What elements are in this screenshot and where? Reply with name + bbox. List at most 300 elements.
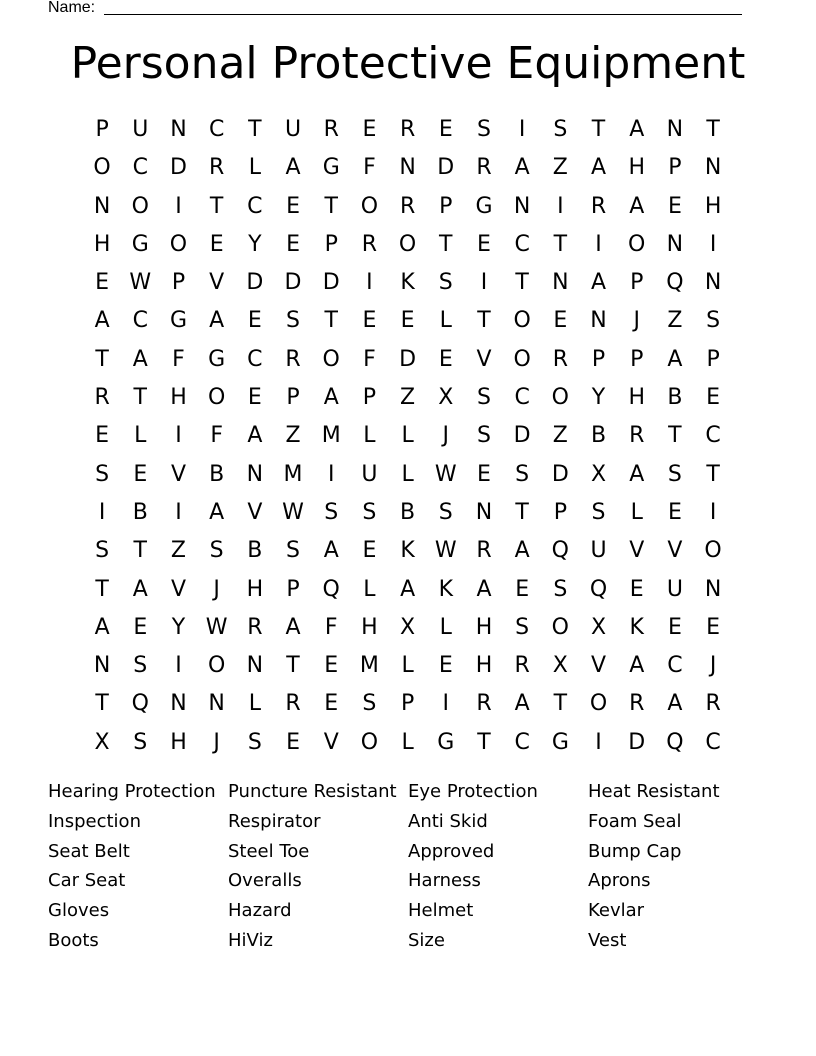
grid-letter[interactable]: E — [667, 614, 682, 640]
grid-letter[interactable]: T — [95, 691, 109, 717]
grid-letter[interactable]: T — [706, 117, 720, 142]
grid-letter[interactable]: U — [590, 538, 607, 564]
word-list-item: Gloves — [48, 900, 110, 922]
grid-letter[interactable]: S — [553, 576, 568, 602]
grid-letter[interactable]: R — [209, 155, 225, 181]
grid-letter[interactable]: E — [324, 691, 339, 717]
grid-letter[interactable]: J — [213, 576, 220, 602]
grid-letter[interactable]: D — [246, 270, 264, 296]
grid-letter[interactable]: O — [169, 231, 188, 257]
grid-letter[interactable]: K — [400, 270, 415, 296]
grid-letter[interactable]: J — [213, 729, 220, 755]
grid-letter[interactable]: O — [513, 346, 531, 372]
grid-letter[interactable]: T — [286, 653, 300, 679]
grid-letter[interactable]: Z — [285, 423, 301, 449]
grid-letter[interactable]: A — [247, 423, 263, 449]
grid-letter[interactable]: A — [514, 538, 530, 564]
grid-letter[interactable]: L — [134, 423, 147, 449]
grid-letter[interactable]: R — [399, 193, 416, 219]
grid-letter[interactable]: E — [477, 461, 491, 487]
grid-letter[interactable]: S — [133, 729, 148, 755]
grid-letter[interactable]: B — [590, 423, 607, 449]
grid-letter[interactable]: A — [400, 576, 416, 602]
grid-letter[interactable]: H — [704, 193, 722, 219]
grid-letter[interactable]: R — [476, 538, 492, 564]
grid-letter[interactable]: D — [628, 729, 646, 755]
grid-letter[interactable]: T — [133, 385, 147, 411]
grid-letter[interactable]: I — [595, 729, 602, 755]
grid-letter[interactable]: I — [327, 461, 335, 487]
grid-letter[interactable]: C — [132, 308, 148, 334]
grid-letter[interactable]: L — [363, 423, 376, 449]
name-blank-line[interactable] — [104, 14, 742, 15]
word-list-item: Hazard — [228, 900, 292, 922]
grid-letter[interactable]: N — [170, 691, 187, 717]
grid-letter[interactable]: R — [94, 385, 110, 411]
grid-letter[interactable]: E — [209, 231, 224, 257]
grid-letter[interactable]: S — [706, 308, 721, 334]
grid-letter[interactable]: G — [131, 231, 149, 257]
grid-letter[interactable]: D — [284, 270, 302, 296]
grid-letter[interactable]: P — [630, 346, 644, 372]
grid-letter[interactable]: L — [439, 614, 452, 640]
grid-letter[interactable]: S — [476, 117, 491, 142]
grid-letter[interactable]: A — [514, 691, 530, 717]
grid-letter[interactable]: T — [324, 193, 338, 219]
grid-letter[interactable]: D — [551, 461, 569, 487]
grid-letter[interactable]: A — [514, 155, 530, 181]
grid-letter[interactable]: V — [170, 461, 186, 487]
grid-letter[interactable]: I — [709, 499, 717, 525]
grid-letter[interactable]: I — [442, 691, 450, 717]
grid-letter[interactable]: C — [705, 423, 721, 449]
grid-letter[interactable]: I — [595, 231, 602, 257]
grid-letter[interactable]: T — [515, 499, 529, 525]
grid-letter[interactable]: U — [361, 461, 378, 487]
grid-letter[interactable]: P — [95, 117, 109, 142]
grid-letter[interactable]: Z — [400, 385, 416, 411]
grid-letter[interactable]: F — [172, 346, 185, 372]
grid-letter[interactable]: Z — [552, 423, 568, 449]
grid-letter[interactable]: P — [591, 346, 606, 372]
grid-letter[interactable]: F — [210, 423, 223, 449]
grid-letter[interactable]: L — [401, 729, 414, 755]
grid-letter[interactable]: S — [95, 461, 110, 487]
grid-letter[interactable]: T — [439, 231, 453, 257]
grid-letter[interactable]: O — [360, 193, 379, 219]
grid-letter[interactable]: S — [553, 117, 568, 142]
grid-letter[interactable]: C — [247, 346, 263, 372]
grid-letter[interactable]: V — [591, 653, 607, 679]
grid-letter[interactable]: A — [323, 538, 339, 564]
grid-letter[interactable]: O — [551, 385, 569, 411]
grid-letter[interactable]: G — [322, 155, 340, 181]
grid-letter[interactable]: M — [359, 653, 379, 679]
grid-letter[interactable]: X — [400, 614, 416, 640]
grid-letter[interactable]: C — [514, 231, 530, 257]
grid-letter[interactable]: V — [667, 538, 683, 564]
grid-letter[interactable]: S — [362, 499, 377, 525]
grid-letter[interactable]: N — [666, 117, 684, 142]
grid-letter[interactable]: V — [209, 270, 225, 296]
grid-letter[interactable]: N — [208, 691, 225, 717]
grid-row — [83, 647, 733, 685]
grid-letter[interactable]: V — [476, 346, 492, 372]
grid-letter[interactable]: J — [709, 653, 717, 679]
grid-letter[interactable]: H — [361, 614, 378, 640]
grid-letter[interactable]: X — [438, 385, 454, 411]
grid-letter[interactable]: Z — [170, 538, 186, 564]
grid-letter[interactable]: N — [170, 117, 187, 142]
grid-letter[interactable]: A — [285, 155, 301, 181]
grid-letter[interactable]: T — [591, 117, 606, 142]
grid-letter[interactable]: S — [209, 538, 224, 564]
grid-letter[interactable]: R — [629, 691, 645, 717]
grid-letter[interactable]: M — [321, 423, 341, 449]
grid-letter[interactable]: Y — [171, 614, 186, 640]
grid-letter[interactable]: K — [438, 576, 453, 602]
grid-letter[interactable]: N — [552, 270, 569, 296]
grid-letter[interactable]: E — [438, 346, 453, 372]
grid-letter[interactable]: H — [170, 385, 187, 411]
grid-letter[interactable]: G — [208, 346, 226, 372]
grid-letter[interactable]: P — [706, 346, 720, 372]
grid-letter[interactable]: H — [475, 653, 493, 679]
grid-letter[interactable]: R — [705, 691, 721, 717]
grid-letter[interactable]: C — [514, 385, 530, 411]
grid-letter[interactable]: E — [706, 614, 721, 640]
grid-letter[interactable]: I — [175, 193, 182, 219]
grid-row — [83, 417, 733, 455]
grid-letter[interactable]: G — [551, 729, 569, 755]
grid-letter[interactable]: W — [434, 461, 457, 487]
word-list-item: Vest — [588, 929, 627, 951]
grid-letter[interactable]: H — [246, 576, 264, 602]
grid-letter[interactable]: R — [399, 117, 416, 142]
grid-letter[interactable]: E — [324, 653, 339, 679]
grid-letter[interactable]: T — [515, 270, 529, 296]
grid-letter[interactable]: S — [95, 538, 110, 564]
grid-letter[interactable]: A — [629, 461, 645, 487]
grid-letter[interactable]: L — [630, 499, 643, 525]
grid-letter[interactable]: N — [246, 461, 264, 487]
grid-letter[interactable]: E — [438, 653, 453, 679]
grid-letter[interactable]: N — [666, 231, 684, 257]
grid-letter[interactable]: T — [133, 538, 147, 564]
grid-letter[interactable]: B — [400, 499, 416, 525]
grid-row — [83, 149, 733, 187]
grid-letter[interactable]: E — [247, 385, 262, 411]
grid-letter[interactable]: A — [629, 193, 645, 219]
grid-letter[interactable]: S — [476, 423, 491, 449]
grid-letter[interactable]: O — [322, 346, 340, 372]
grid-letter[interactable]: T — [477, 308, 491, 334]
grid-letter[interactable]: S — [438, 499, 453, 525]
grid-letter[interactable]: N — [704, 270, 722, 296]
grid-letter[interactable]: H — [170, 729, 187, 755]
grid-letter[interactable]: F — [363, 155, 376, 181]
grid-letter[interactable]: R — [629, 423, 645, 449]
grid-letter[interactable]: N — [513, 193, 531, 219]
grid-letter[interactable]: N — [704, 155, 722, 181]
grid-letter[interactable]: J — [442, 423, 450, 449]
grid-letter[interactable]: P — [630, 270, 644, 296]
grid-letter[interactable]: R — [476, 155, 492, 181]
grid-letter[interactable]: I — [175, 653, 182, 679]
word-list-item: Anti Skid — [408, 810, 488, 832]
grid-letter[interactable]: O — [398, 231, 417, 257]
grid-letter[interactable]: N — [93, 653, 111, 679]
grid-letter[interactable]: L — [401, 653, 414, 679]
grid-letter[interactable]: S — [324, 499, 339, 525]
grid-letter[interactable]: T — [553, 231, 568, 257]
grid-letter[interactable]: A — [132, 346, 148, 372]
grid-letter[interactable]: H — [475, 614, 493, 640]
grid-letter[interactable]: A — [591, 155, 607, 181]
grid-letter[interactable]: T — [668, 423, 682, 449]
grid-letter[interactable]: D — [399, 346, 417, 372]
grid-letter[interactable]: Q — [551, 538, 569, 564]
grid-letter[interactable]: V — [323, 729, 339, 755]
grid-letter[interactable]: S — [667, 461, 682, 487]
grid-letter[interactable]: D — [169, 155, 187, 181]
grid-letter[interactable]: C — [247, 193, 263, 219]
grid-letter[interactable]: E — [667, 193, 682, 219]
grid-letter[interactable]: A — [476, 576, 492, 602]
grid-letter[interactable]: A — [323, 385, 339, 411]
grid-letter[interactable]: W — [282, 499, 304, 525]
letter-grid — [83, 111, 733, 762]
grid-letter[interactable]: M — [283, 461, 303, 487]
grid-letter[interactable]: N — [475, 499, 493, 525]
grid-letter[interactable]: G — [437, 729, 455, 755]
grid-letter[interactable]: D — [437, 155, 455, 181]
word-list-item: Eye Protection — [408, 781, 538, 802]
grid-letter[interactable]: C — [514, 729, 530, 755]
grid-letter[interactable]: F — [324, 614, 338, 640]
grid-letter[interactable]: N — [246, 653, 264, 679]
grid-letter[interactable]: E — [95, 423, 110, 449]
grid-letter[interactable]: N — [590, 308, 607, 334]
grid-letter[interactable]: E — [362, 308, 377, 334]
grid-letter[interactable]: T — [477, 729, 491, 755]
grid-letter[interactable]: G — [475, 193, 493, 219]
grid-letter[interactable]: J — [633, 308, 640, 334]
grid-letter[interactable]: H — [628, 385, 645, 411]
grid-letter[interactable]: Y — [248, 231, 262, 257]
grid-letter[interactable]: L — [248, 155, 261, 181]
grid-letter[interactable]: R — [476, 691, 492, 717]
grid-letter[interactable]: A — [132, 576, 148, 602]
grid-letter[interactable]: L — [363, 576, 376, 602]
grid-letter[interactable]: O — [207, 653, 226, 679]
grid-letter[interactable]: I — [518, 117, 526, 142]
grid-letter[interactable]: S — [476, 385, 491, 411]
grid-letter[interactable]: V — [170, 576, 186, 602]
grid-letter[interactable]: I — [480, 270, 488, 296]
grid-letter[interactable]: R — [590, 193, 607, 219]
grid-letter[interactable]: A — [667, 691, 683, 717]
grid-letter[interactable]: E — [706, 385, 721, 411]
grid-letter[interactable]: X — [590, 461, 607, 487]
grid-letter[interactable]: U — [132, 117, 149, 142]
grid-letter[interactable]: S — [591, 499, 606, 525]
grid-letter[interactable]: N — [93, 193, 111, 219]
grid-letter[interactable]: E — [247, 308, 262, 334]
grid-letter[interactable]: T — [248, 117, 262, 142]
grid-letter[interactable]: Q — [666, 270, 684, 296]
grid-letter[interactable]: Q — [131, 691, 149, 717]
grid-letter[interactable]: I — [709, 231, 717, 257]
grid-letter[interactable]: P — [553, 499, 567, 525]
grid-letter[interactable]: A — [209, 499, 225, 525]
name-label: Name: — [48, 0, 96, 16]
grid-letter[interactable]: H — [628, 155, 645, 181]
grid-letter[interactable]: V — [247, 499, 263, 525]
grid-letter[interactable]: A — [94, 614, 110, 640]
grid-letter[interactable]: B — [247, 538, 263, 564]
grid-letter[interactable]: Q — [322, 576, 340, 602]
grid-letter[interactable]: S — [438, 270, 453, 296]
grid-letter[interactable]: D — [322, 270, 340, 296]
grid-letter[interactable]: R — [247, 614, 263, 640]
grid-letter[interactable]: A — [285, 614, 301, 640]
grid-letter[interactable]: E — [667, 499, 682, 525]
grid-letter[interactable]: O — [207, 385, 226, 411]
grid-letter[interactable]: E — [400, 308, 415, 334]
grid-letter[interactable]: O — [704, 538, 722, 564]
grid-letter[interactable]: E — [553, 308, 568, 334]
grid-letter[interactable]: A — [94, 308, 110, 334]
grid-letter[interactable]: I — [98, 499, 106, 525]
grid-letter[interactable]: E — [133, 614, 148, 640]
grid-letter[interactable]: R — [323, 117, 339, 142]
grid-letter[interactable]: D — [513, 423, 531, 449]
grid-letter[interactable]: P — [286, 385, 300, 411]
grid-letter[interactable]: A — [667, 346, 683, 372]
grid-letter[interactable]: L — [401, 423, 414, 449]
grid-letter[interactable]: X — [590, 614, 607, 640]
grid-letter[interactable]: U — [666, 576, 683, 602]
grid-letter[interactable]: E — [362, 538, 377, 564]
grid-letter[interactable]: W — [205, 614, 228, 640]
grid-letter[interactable]: G — [169, 308, 187, 334]
grid-letter[interactable]: S — [515, 461, 530, 487]
grid-letter[interactable]: T — [209, 193, 224, 219]
grid-letter[interactable]: P — [362, 385, 377, 411]
grid-letter[interactable]: K — [400, 538, 415, 564]
grid-letter[interactable]: P — [400, 691, 415, 717]
grid-letter[interactable]: P — [324, 231, 338, 257]
grid-letter[interactable]: B — [209, 461, 225, 487]
grid-letter[interactable]: L — [248, 691, 261, 717]
grid-letter[interactable]: R — [552, 346, 568, 372]
grid-letter[interactable]: E — [362, 117, 377, 142]
grid-letter[interactable]: I — [175, 423, 182, 449]
grid-letter[interactable]: I — [366, 270, 373, 296]
grid-letter[interactable]: C — [208, 117, 225, 142]
grid-letter[interactable]: P — [439, 193, 453, 219]
grid-letter[interactable]: W — [129, 270, 152, 296]
grid-letter[interactable]: L — [401, 461, 414, 487]
grid-letter[interactable]: A — [629, 117, 645, 142]
grid-letter[interactable]: S — [247, 729, 262, 755]
grid-letter[interactable]: C — [132, 155, 148, 181]
grid-letter[interactable]: C — [705, 729, 721, 755]
grid-letter[interactable]: W — [434, 538, 457, 564]
grid-letter[interactable]: S — [362, 691, 377, 717]
grid-letter[interactable]: S — [286, 538, 301, 564]
grid-letter[interactable]: Z — [552, 155, 568, 181]
grid-letter[interactable]: E — [95, 270, 110, 296]
grid-letter[interactable]: A — [591, 270, 607, 296]
grid-letter[interactable]: S — [515, 614, 530, 640]
grid-letter[interactable]: O — [513, 308, 531, 334]
grid-letter[interactable]: E — [286, 193, 300, 219]
grid-letter[interactable]: O — [551, 614, 569, 640]
grid-letter[interactable]: P — [171, 270, 186, 296]
grid-letter[interactable]: T — [706, 461, 720, 487]
grid-letter[interactable]: B — [667, 385, 683, 411]
grid-letter[interactable]: E — [515, 576, 530, 602]
grid-letter[interactable]: R — [361, 231, 378, 257]
grid-letter[interactable]: Z — [667, 308, 683, 334]
grid-letter[interactable]: L — [439, 308, 452, 334]
grid-letter[interactable]: R — [285, 691, 301, 717]
grid-letter[interactable]: O — [93, 155, 111, 181]
grid-letter[interactable]: S — [286, 308, 301, 334]
grid-letter[interactable]: R — [285, 346, 301, 372]
grid-letter[interactable]: Y — [591, 385, 606, 411]
grid-letter[interactable]: X — [552, 653, 568, 679]
grid-letter[interactable]: T — [95, 576, 109, 602]
grid-letter[interactable]: E — [286, 729, 300, 755]
grid-letter[interactable]: O — [360, 729, 379, 755]
grid-letter[interactable]: P — [286, 576, 300, 602]
grid-letter[interactable]: T — [553, 691, 568, 717]
grid-letter[interactable]: Q — [589, 576, 608, 602]
grid-letter[interactable]: E — [286, 231, 300, 257]
grid-letter[interactable]: E — [438, 117, 453, 142]
grid-letter[interactable]: F — [363, 346, 376, 372]
grid-letter[interactable]: P — [668, 155, 682, 181]
grid-letter[interactable]: E — [477, 231, 491, 257]
grid-letter[interactable]: C — [667, 653, 683, 679]
grid-letter[interactable]: T — [324, 308, 338, 334]
grid-letter[interactable]: R — [514, 653, 530, 679]
grid-letter[interactable]: O — [589, 691, 608, 717]
grid-letter[interactable]: N — [399, 155, 416, 181]
grid-letter[interactable]: X — [94, 729, 110, 755]
grid-letter[interactable]: T — [95, 346, 109, 372]
grid-letter[interactable]: H — [93, 231, 111, 257]
grid-letter[interactable]: N — [704, 576, 722, 602]
grid-letter[interactable]: O — [131, 193, 149, 219]
grid-letter[interactable]: V — [629, 538, 645, 564]
grid-letter[interactable]: Q — [666, 729, 684, 755]
grid-letter[interactable]: I — [175, 499, 182, 525]
grid-letter[interactable]: A — [209, 308, 225, 334]
grid-letter[interactable]: A — [629, 653, 645, 679]
grid-letter[interactable]: E — [629, 576, 644, 602]
grid-letter[interactable]: K — [629, 614, 644, 640]
grid-letter[interactable]: B — [132, 499, 148, 525]
grid-letter[interactable]: I — [557, 193, 564, 219]
grid-letter[interactable]: U — [284, 117, 302, 142]
grid-letter[interactable]: S — [133, 653, 148, 679]
grid-letter[interactable]: E — [133, 461, 148, 487]
grid-letter[interactable]: O — [628, 231, 646, 257]
